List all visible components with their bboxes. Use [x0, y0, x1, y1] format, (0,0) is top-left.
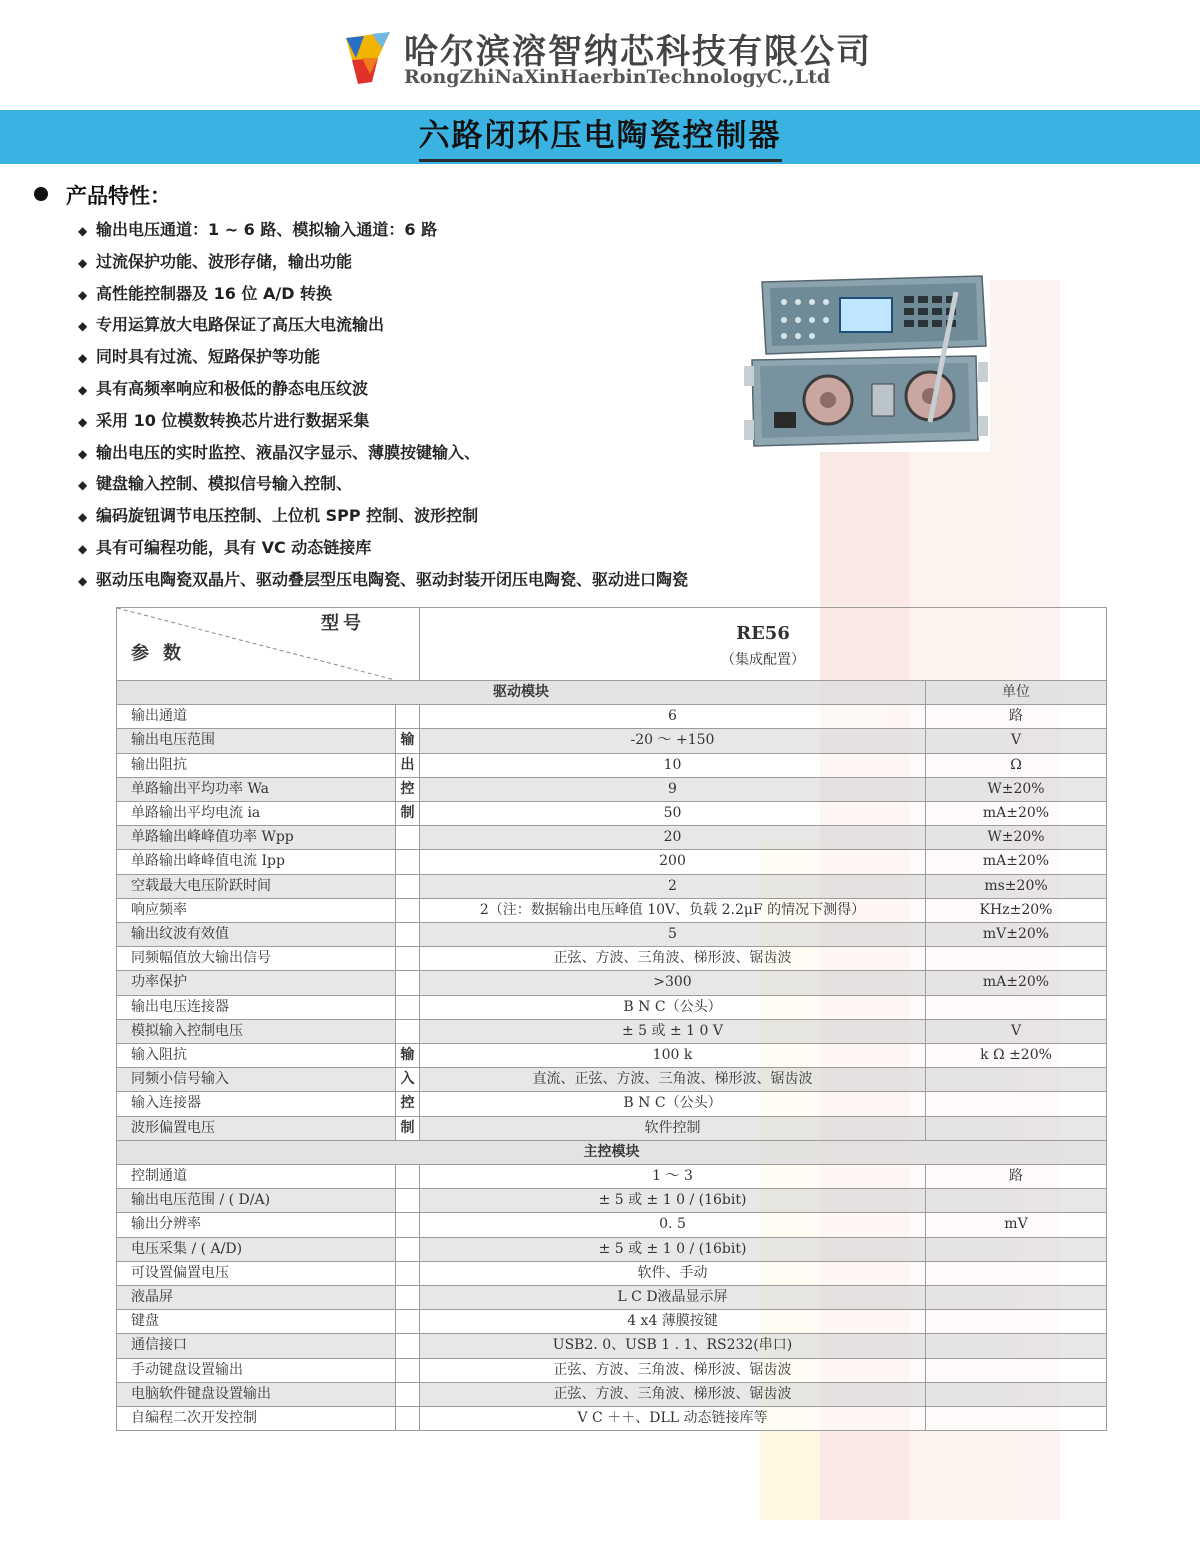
table-row: [117, 753, 1107, 777]
param-unit: Ω: [926, 753, 1107, 777]
side-label: 控: [396, 1092, 420, 1116]
side-label: 控: [396, 777, 420, 801]
feature-item: [78, 373, 688, 405]
title-banner: [0, 110, 1200, 164]
feature-text: 具有高频率响应和极低的静态电压纹波: [96, 378, 369, 398]
table-row: [117, 729, 1107, 753]
company-logo: [342, 28, 394, 86]
diamond-bullet-icon: ◆: [78, 510, 88, 525]
param-value: 正弦、方波、三角波、梯形波、锯齿波: [420, 947, 926, 971]
side-label: [396, 1189, 420, 1213]
feature-text: 输出电压通道：1 ~ 6 路、模拟输入通道：6 路: [96, 220, 438, 239]
param-unit: [926, 1261, 1107, 1285]
param-value: 20: [420, 826, 926, 850]
feature-text: 驱动压电陶瓷双晶片、驱动叠层型压电陶瓷、驱动封装开闭压电陶瓷、驱动进口陶瓷: [96, 569, 689, 589]
output-rows: [117, 705, 1107, 1020]
table-row: [117, 1382, 1107, 1406]
side-label: 输: [396, 729, 420, 753]
diamond-bullet-icon: ◆: [78, 541, 88, 556]
diamond-bullet-icon: ◆: [78, 382, 88, 397]
param-value: 2: [420, 874, 926, 898]
param-value: ± 5 或 ± 1 0 V: [420, 1019, 926, 1043]
param-name: 输出通道: [117, 705, 396, 729]
param-name: 单路输出平均功率 Wa: [117, 777, 396, 801]
side-label: [396, 947, 420, 971]
side-label: [396, 1261, 420, 1285]
table-row: [117, 777, 1107, 801]
features-heading-text: 产品特性：: [66, 184, 171, 208]
param-unit: [926, 1358, 1107, 1382]
param-name: 波形偏置电压: [117, 1116, 396, 1140]
model-cell: [420, 608, 1107, 681]
feature-item: [78, 214, 688, 246]
param-unit: [926, 1092, 1107, 1116]
feature-text: 编码旋钮调节电压控制、上位机 SPP 控制、波形控制: [96, 506, 479, 526]
table-row: [117, 1261, 1107, 1285]
side-label: [396, 1019, 420, 1043]
param-unit: 路: [926, 1165, 1107, 1189]
param-value: B N C（公头）: [420, 995, 926, 1019]
feature-list: [78, 214, 688, 596]
table-row: [117, 1358, 1107, 1382]
param-value: ± 5 或 ± 1 0 / (16bit): [420, 1189, 926, 1213]
table-row: [117, 947, 1107, 971]
feature-text: 过流保护功能、波形存储，输出功能: [96, 251, 353, 271]
table-row: [117, 802, 1107, 826]
param-value: 4 x4 薄膜按键: [420, 1310, 926, 1334]
table-row: [117, 1310, 1107, 1334]
param-name: 自编程二次开发控制: [117, 1407, 396, 1431]
param-unit: W±20%: [926, 777, 1107, 801]
feature-item: [78, 564, 688, 596]
param-value: 10: [420, 753, 926, 777]
param-value: USB2. 0、USB 1 . 1、RS232(串口): [420, 1334, 926, 1358]
param-name: 空载最大电压阶跃时间: [117, 874, 396, 898]
param-unit: ms±20%: [926, 874, 1107, 898]
table-row: [117, 1044, 1107, 1068]
section-title: 驱动模块: [117, 681, 926, 705]
feature-item: [78, 405, 688, 437]
table-row: [117, 1092, 1107, 1116]
param-unit: k Ω ±20%: [926, 1044, 1107, 1068]
feature-item: [78, 341, 688, 373]
side-label: [396, 850, 420, 874]
model-config: （集成配置）: [721, 652, 805, 668]
table-row: [117, 1237, 1107, 1261]
param-value: 100 k: [420, 1044, 926, 1068]
diamond-bullet-icon: ◆: [78, 287, 88, 302]
side-label: [396, 1237, 420, 1261]
param-unit: [926, 995, 1107, 1019]
side-label: [396, 826, 420, 850]
param-name: 液晶屏: [117, 1286, 396, 1310]
section-row-drive: [117, 681, 1107, 705]
param-name: 响应频率: [117, 898, 396, 922]
param-unit: [926, 1189, 1107, 1213]
param-unit: V: [926, 1019, 1107, 1043]
param-name: 控制通道: [117, 1165, 396, 1189]
main-rows: [117, 1165, 1107, 1431]
param-value: >300: [420, 971, 926, 995]
param-value: 50: [420, 802, 926, 826]
feature-text: 键盘输入控制、模拟信号输入控制、: [96, 474, 353, 494]
diamond-bullet-icon: ◆: [78, 224, 88, 238]
side-label: 制: [396, 802, 420, 826]
param-name: 电压采集 / ( A/D): [117, 1237, 396, 1261]
param-name: 输出分辨率: [117, 1213, 396, 1237]
table-row: [117, 1213, 1107, 1237]
feature-text: 同时具有过流、短路保护等功能: [96, 347, 321, 367]
param-name: 手动键盘设置输出: [117, 1358, 396, 1382]
param-value: ± 5 或 ± 1 0 / (16bit): [420, 1237, 926, 1261]
controller-device-photo: [740, 272, 990, 452]
feature-item: [78, 468, 688, 500]
param-name: 输出电压范围: [117, 729, 396, 753]
param-value: 直流、正弦、方波、三角波、梯形波、锯齿波: [420, 1068, 926, 1092]
param-value: B N C（公头）: [420, 1092, 926, 1116]
feature-item: [78, 532, 688, 564]
page-header: [0, 0, 1200, 110]
param-value: 2（注：数据输出电压峰值 10V、负载 2.2μF 的情况下测得）: [420, 898, 926, 922]
param-unit: mV±20%: [926, 923, 1107, 947]
diamond-bullet-icon: ◆: [78, 351, 88, 366]
table-row: [117, 1286, 1107, 1310]
diamond-bullet-icon: ◆: [78, 446, 88, 461]
table-row: [117, 1334, 1107, 1358]
param-name: 输出纹波有效值: [117, 923, 396, 947]
param-value: 0. 5: [420, 1213, 926, 1237]
param-unit: [926, 1407, 1107, 1431]
feature-item: [78, 246, 688, 278]
param-value: V C ＋＋、DLL 动态链接库等: [420, 1407, 926, 1431]
side-label: [396, 1213, 420, 1237]
table-header-row: [117, 608, 1107, 681]
diamond-bullet-icon: ◆: [78, 573, 88, 588]
param-name: 电脑软件键盘设置输出: [117, 1382, 396, 1406]
param-name: 单路输出平均电流 ia: [117, 802, 396, 826]
param-value: 正弦、方波、三角波、梯形波、锯齿波: [420, 1358, 926, 1382]
param-label: 参数: [131, 643, 195, 664]
table-row: [117, 1019, 1107, 1043]
param-unit: mV: [926, 1213, 1107, 1237]
page-title: 六路闭环压电陶瓷控制器: [419, 113, 782, 162]
side-label: 入: [396, 1068, 420, 1092]
model-name: RE56: [736, 623, 790, 644]
side-label: [396, 1310, 420, 1334]
param-value: L C D液晶显示屏: [420, 1286, 926, 1310]
model-label: 型号: [321, 613, 365, 634]
param-unit: mA±20%: [926, 971, 1107, 995]
side-label: [396, 923, 420, 947]
param-value: 1 ～ 3: [420, 1165, 926, 1189]
side-label: [396, 1382, 420, 1406]
param-name: 输出阻抗: [117, 753, 396, 777]
param-value: 6: [420, 705, 926, 729]
diamond-bullet-icon: ◆: [78, 414, 88, 429]
side-label: [396, 1358, 420, 1382]
unit-header: 单位: [926, 681, 1107, 705]
feature-item: [78, 500, 688, 532]
param-unit: 路: [926, 705, 1107, 729]
feature-text: 具有可编程功能，具有 VC 动态链接库: [96, 537, 372, 557]
param-name: 可设置偏置电压: [117, 1261, 396, 1285]
param-name: 功率保护: [117, 971, 396, 995]
param-unit: [926, 1310, 1107, 1334]
feature-text: 采用 10 位模数转换芯片进行数据采集: [96, 410, 370, 430]
side-label: [396, 995, 420, 1019]
diamond-bullet-icon: ◆: [78, 319, 88, 334]
table-row: [117, 850, 1107, 874]
param-unit: KHz±20%: [926, 898, 1107, 922]
feature-text: 专用运算放大电路保证了高压大电流输出: [96, 315, 385, 335]
input-rows: [117, 1019, 1107, 1140]
param-unit: [926, 1382, 1107, 1406]
param-name: 通信接口: [117, 1334, 396, 1358]
param-name: 键盘: [117, 1310, 396, 1334]
param-value: 软件控制: [420, 1116, 926, 1140]
param-name: 输入阻抗: [117, 1044, 396, 1068]
section-row-main: [117, 1140, 1107, 1164]
side-label: [396, 1407, 420, 1431]
table-row: [117, 1116, 1107, 1140]
param-value: 5: [420, 923, 926, 947]
bullet-dot-icon: [34, 187, 48, 201]
param-unit: W±20%: [926, 826, 1107, 850]
spec-table: [116, 607, 1107, 1431]
side-label: [396, 1165, 420, 1189]
param-name: 单路输出峰峰值功率 Wpp: [117, 826, 396, 850]
param-unit: [926, 1237, 1107, 1261]
param-name: 输出电压连接器: [117, 995, 396, 1019]
param-unit: mA±20%: [926, 802, 1107, 826]
table-row: [117, 1407, 1107, 1431]
table-row: [117, 971, 1107, 995]
section-title: 主控模块: [117, 1140, 1107, 1164]
param-name: 输出电压范围 / ( D/A): [117, 1189, 396, 1213]
company-name-en: RongZhiNaXinHaerbinTechnologyC.,Ltd: [404, 66, 831, 88]
diamond-bullet-icon: ◆: [78, 478, 88, 493]
feature-text: 输出电压的实时监控、液晶汉字显示、薄膜按键输入、: [96, 442, 481, 462]
table-row: [117, 874, 1107, 898]
param-name: 单路输出峰峰值电流 Ipp: [117, 850, 396, 874]
company-name-cn: 哈尔滨溶智纳芯科技有限公司: [404, 32, 872, 72]
side-label: 出: [396, 753, 420, 777]
feature-item: [78, 278, 688, 310]
param-unit: [926, 1334, 1107, 1358]
param-unit: [926, 1068, 1107, 1092]
param-unit: [926, 947, 1107, 971]
feature-item: [78, 437, 688, 469]
param-name: 输入连接器: [117, 1092, 396, 1116]
side-label: 输: [396, 1044, 420, 1068]
feature-text: 高性能控制器及 16 位 A/D 转换: [96, 283, 333, 303]
param-name: 同频幅值放大输出信号: [117, 947, 396, 971]
table-row: [117, 826, 1107, 850]
table-row: [117, 705, 1107, 729]
table-row: [117, 1165, 1107, 1189]
param-value: 软件、手动: [420, 1261, 926, 1285]
side-label: [396, 1334, 420, 1358]
side-label: 制: [396, 1116, 420, 1140]
features-heading: [34, 180, 171, 210]
table-row: [117, 1189, 1107, 1213]
table-row: [117, 995, 1107, 1019]
side-label: [396, 898, 420, 922]
param-value: 9: [420, 777, 926, 801]
param-value: 200: [420, 850, 926, 874]
table-row: [117, 923, 1107, 947]
side-label: [396, 971, 420, 995]
side-label: [396, 705, 420, 729]
side-label: [396, 874, 420, 898]
param-unit: V: [926, 729, 1107, 753]
param-value: 正弦、方波、三角波、梯形波、锯齿波: [420, 1382, 926, 1406]
table-row: [117, 898, 1107, 922]
param-unit: [926, 1116, 1107, 1140]
feature-item: [78, 309, 688, 341]
param-unit: mA±20%: [926, 850, 1107, 874]
param-unit: [926, 1286, 1107, 1310]
param-name: 同频小信号输入: [117, 1068, 396, 1092]
side-label: [396, 1286, 420, 1310]
param-name: 模拟输入控制电压: [117, 1019, 396, 1043]
param-value: -20 ～ +150: [420, 729, 926, 753]
table-row: [117, 1068, 1107, 1092]
header-label-cell: [117, 608, 420, 681]
diamond-bullet-icon: ◆: [78, 255, 88, 270]
